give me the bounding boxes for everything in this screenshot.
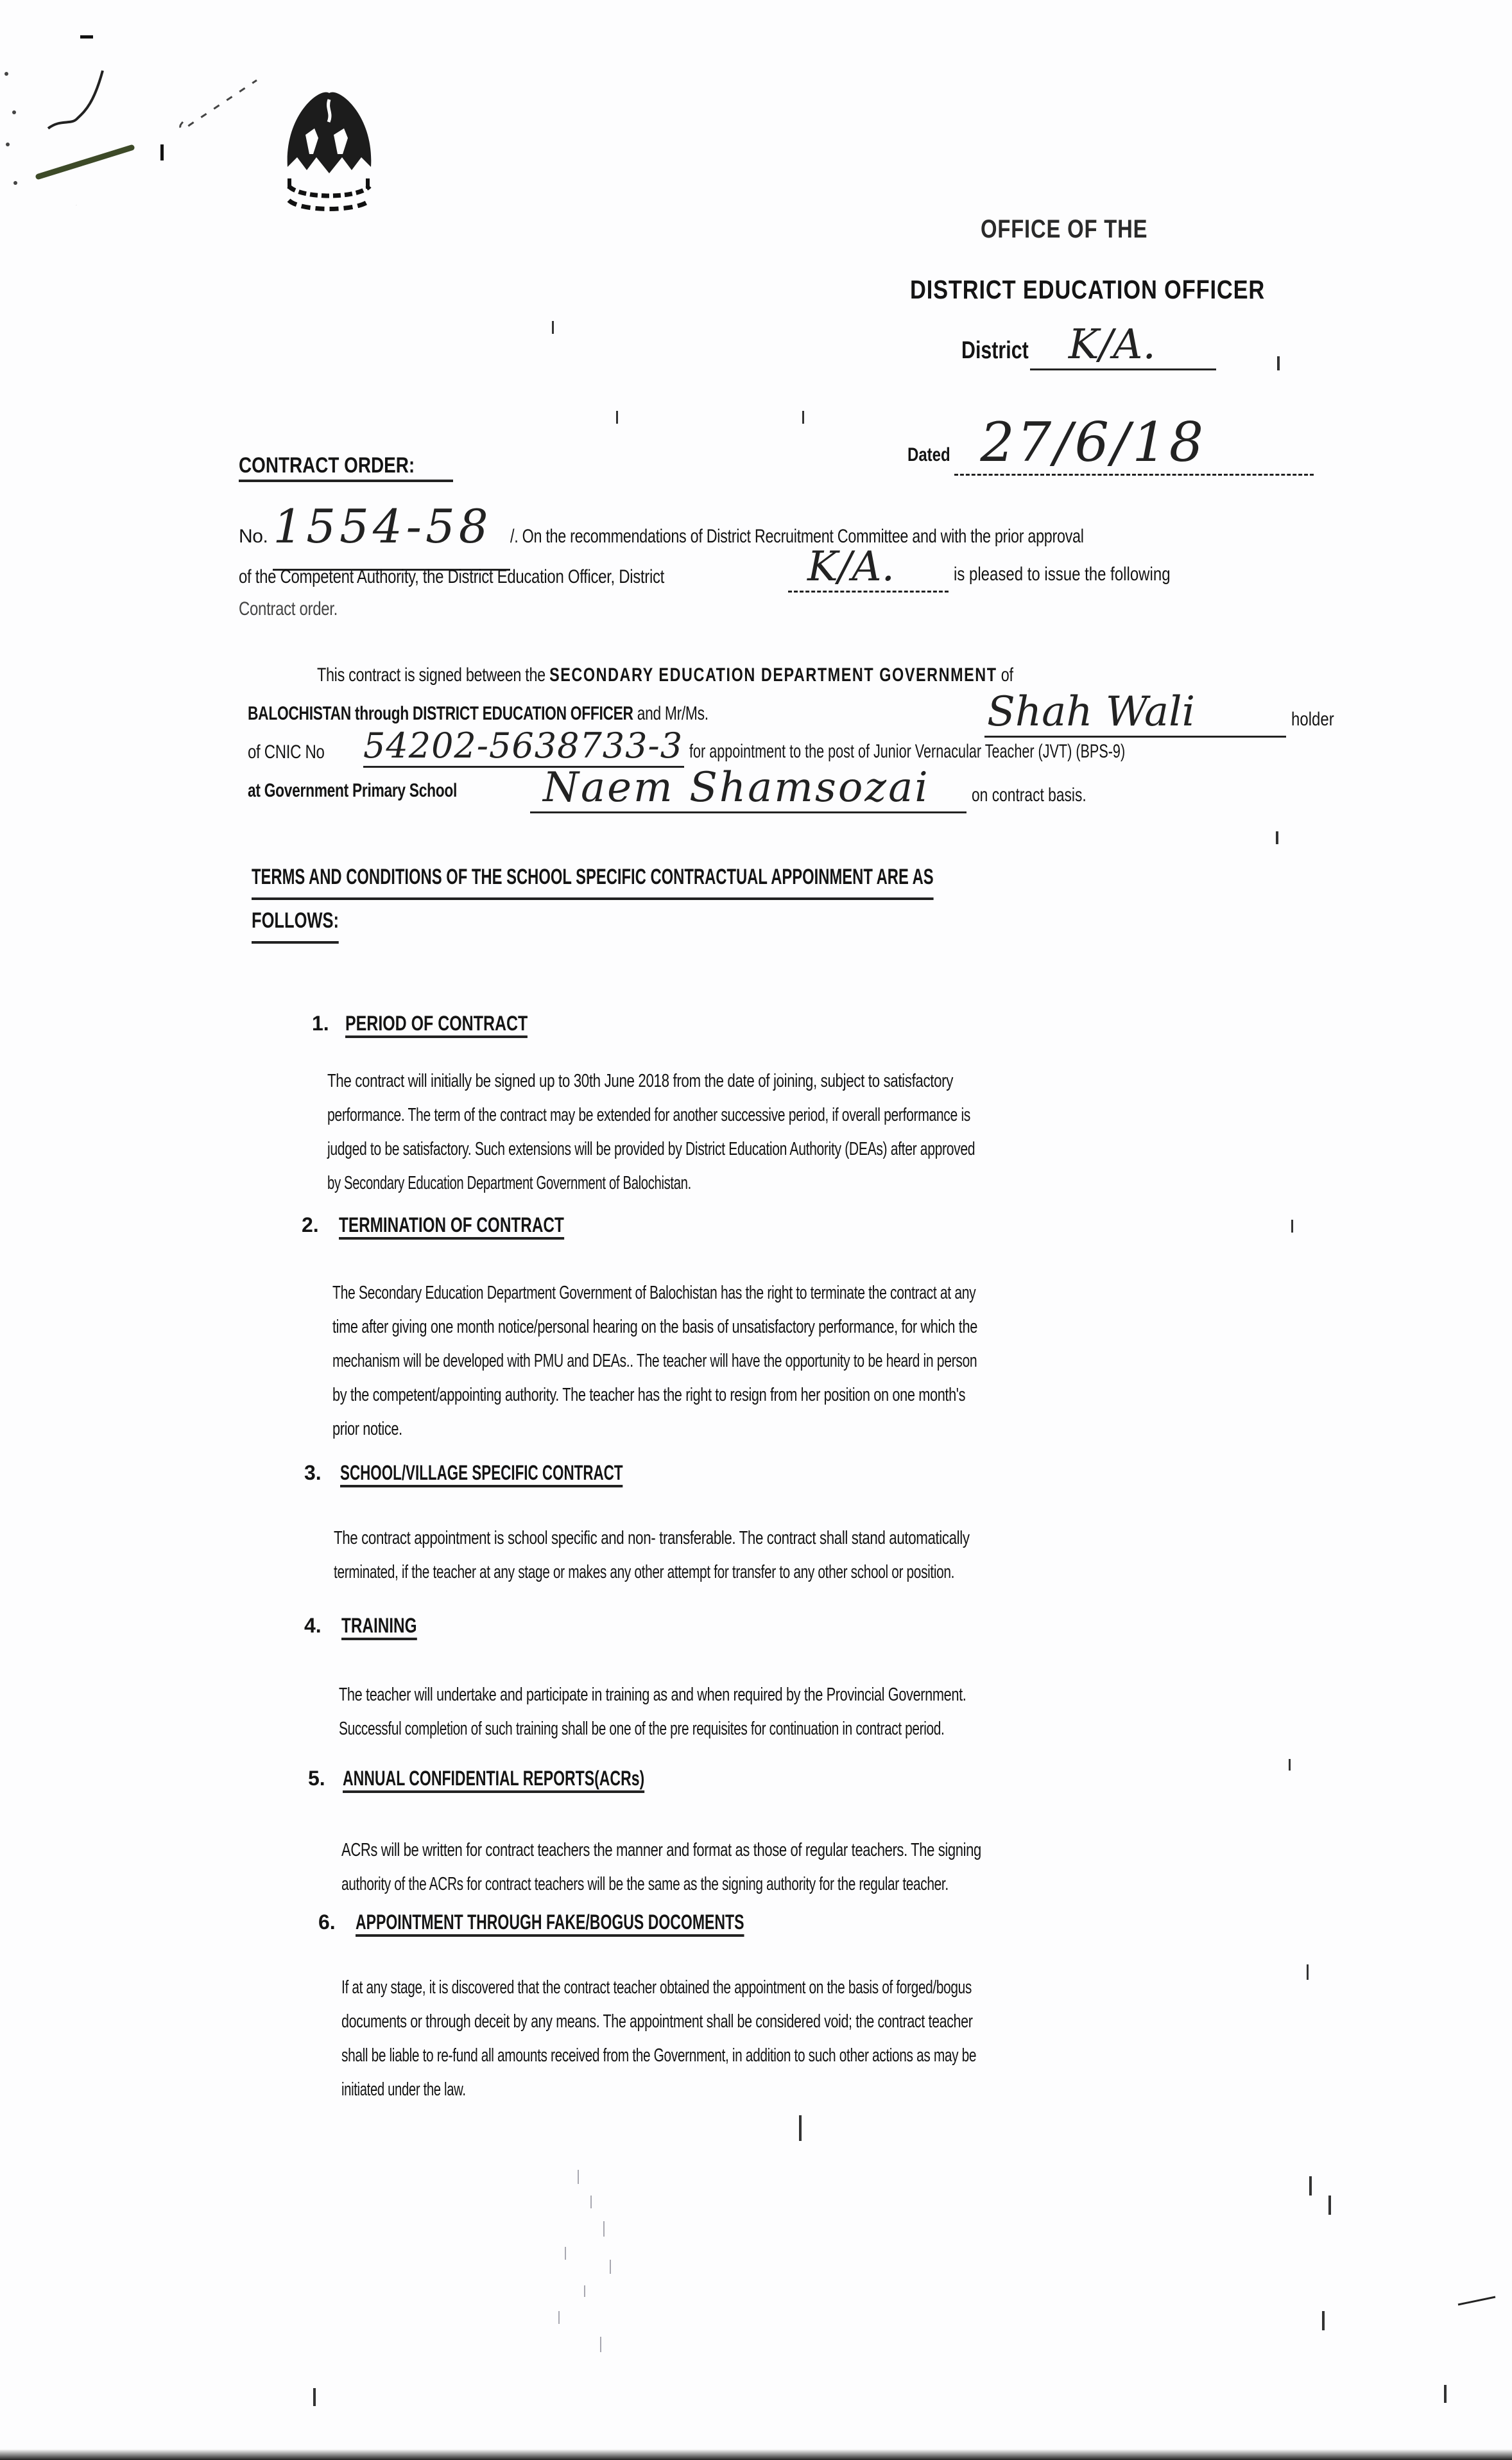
section-6-line: initiated under the law.: [341, 2079, 466, 2100]
school-name-field: [530, 764, 1122, 813]
section-2-line: by the competent/appointing authority. The teacher has the right to resign from her position on one month's: [332, 1385, 966, 1405]
section-1-heading: [312, 1012, 579, 1038]
section-1-line: by Secondary Education Department Government of Balochistan.: [327, 1173, 691, 1193]
intro-line-1: /. On the recommendations of District Recruitment Committee and with the prior approval: [510, 526, 1085, 547]
section-5-body: [341, 1833, 1185, 1901]
section-5-heading: [308, 1767, 762, 1793]
section-number: 6.: [318, 1910, 336, 1934]
section-6-line: If at any stage, it is discovered that the contract teacher obtained the appointment on the basis of forged/bogus: [341, 1977, 972, 1998]
section-4-heading: [304, 1614, 441, 1640]
section-1-body: [327, 1064, 1214, 1200]
section-title: APPOINTMENT THROUGH FAKE/BOGUS DOCOMENTS: [356, 1910, 744, 1937]
dated-value: 27/6/18: [980, 411, 1207, 474]
section-4-line: Successful completion of such training shall be one of the pre requisites for continuation in contract period.: [339, 1719, 945, 1739]
section-4-body: [339, 1678, 1180, 1746]
section-2-line: time after giving one month notice/personal hearing on the basis of unsatisfactory performance, for which the: [332, 1317, 977, 1337]
section-title: SCHOOL/VILLAGE SPECIFIC CONTRACT: [340, 1461, 623, 1487]
province-through-deo: BALOCHISTAN through DISTRICT EDUCATION OFFICER: [248, 703, 633, 724]
government-emblem-icon: [281, 90, 377, 218]
section-6-body: [341, 1971, 1223, 2107]
section-2-line: mechanism will be developed with PMU and DEAs.. The teacher will have the opportunity to be heard in person: [332, 1351, 977, 1371]
terms-heading: [252, 856, 1226, 944]
agreement-line1-text: This contract is signed between the: [317, 664, 546, 686]
agreement-of-text: of: [1001, 664, 1013, 686]
section-2-line: The Secondary Education Department Government of Balochistan has the right to terminate the contract at any: [332, 1283, 976, 1303]
intro-line-3: is pleased to issue the following: [954, 564, 1171, 585]
cnic-label: of CNIC No: [248, 741, 325, 763]
section-6-line: documents or through deceit by any means. The appointment shall be considered void; the contract teacher: [341, 2011, 973, 2032]
holder-text: holder: [1291, 709, 1335, 730]
section-number: 1.: [312, 1012, 329, 1035]
contract-order-heading-text: CONTRACT ORDER:: [239, 453, 415, 478]
section-title: TRAINING: [341, 1614, 417, 1640]
dated-label: Dated: [907, 444, 950, 465]
mr-ms-label: and Mr/Ms.: [637, 703, 709, 724]
section-3-line: The contract appointment is school specific and non- transferable. The contract shall stand automatically: [334, 1528, 970, 1548]
section-number: 3.: [304, 1461, 322, 1484]
section-3-line: terminated, if the teacher at any stage or makes any other attempt for transfer to any other school or position.: [334, 1562, 955, 1582]
cnic-value: 54202-5638733-3: [363, 725, 683, 766]
section-title: PERIOD OF CONTRACT: [345, 1012, 528, 1038]
section-title: ANNUAL CONFIDENTIAL REPORTS(ACRs): [343, 1767, 644, 1793]
section-6-heading: [318, 1910, 895, 1937]
teacher-name-value: Shah Wali: [987, 688, 1196, 736]
handwritten-scribble-icon: [0, 0, 270, 205]
section-1-line: performance. The term of the contract may be extended for another successive period, if overall performance is: [327, 1105, 971, 1125]
intro-line-4: Contract order.: [239, 598, 338, 619]
section-3-heading: [304, 1461, 744, 1487]
cnic-field: [363, 725, 1295, 768]
section-1-line: The contract will initially be signed up to 30th June 2018 from the date of joining, subject to satisfactory: [327, 1071, 954, 1091]
intro-district-value: K/A.: [807, 543, 895, 591]
terms-heading-line2: FOLLOWS:: [252, 900, 339, 944]
order-no-value: 1554-58: [273, 499, 492, 553]
contract-order-heading: [239, 453, 453, 482]
scan-edge-shadow: [0, 2449, 1512, 2460]
department-name: SECONDARY EDUCATION DEPARTMENT GOVERNMENT: [549, 664, 997, 686]
section-1-line: judged to be satisfactory. Such extensions will be provided by District Education Authority (DEAs) after approved: [327, 1139, 975, 1159]
section-2-line: prior notice.: [332, 1419, 402, 1439]
section-number: 2.: [302, 1213, 319, 1236]
district-label: District: [961, 337, 1029, 364]
contract-basis-text: on contract basis.: [972, 784, 1087, 806]
section-5-line: authority of the ACRs for contract teachers will be the same as the signing authority for the regular teacher.: [341, 1874, 949, 1894]
section-number: 5.: [308, 1767, 325, 1790]
school-label: at Government Primary School: [248, 780, 457, 801]
school-name-value: Naem Shamsozai: [543, 764, 930, 811]
section-5-line: ACRs will be written for contract teachers the manner and format as those of regular teachers. The signing: [341, 1840, 981, 1860]
office-of-the-text: OFFICE OF THE: [981, 215, 1148, 243]
order-no-label: No.: [239, 526, 268, 547]
terms-heading-line1: TERMS AND CONDITIONS OF THE SCHOOL SPECIFIC CONTRACTUAL APPOINMENT ARE AS: [252, 856, 934, 900]
section-number: 4.: [304, 1614, 322, 1637]
section-2-heading: [302, 1213, 635, 1240]
designation-text: DISTRICT EDUCATION OFFICER: [910, 275, 1266, 304]
designation-title: [910, 275, 1332, 305]
section-4-line: The teacher will undertake and participate in training as and when required by the Provincial Government.: [339, 1685, 966, 1705]
office-of-the-label: [981, 215, 1184, 244]
section-6-line: shall be liable to re-fund all amounts received from the Government, in addition to such other actions as may be: [341, 2045, 977, 2066]
district-value: K/A.: [1068, 321, 1156, 368]
section-3-body: [334, 1521, 1196, 1589]
post-description: for appointment to the post of Junior Vernacular Teacher (JVT) (BPS-9): [689, 741, 1126, 762]
intro-district-field: [788, 543, 1224, 593]
section-title: TERMINATION OF CONTRACT: [339, 1213, 564, 1240]
intro-line-2: of the Competent Authority, the District Education Officer, District: [239, 566, 664, 587]
district-field: [961, 321, 1216, 370]
section-2-body: [332, 1276, 1216, 1446]
dated-field: [907, 411, 1314, 476]
